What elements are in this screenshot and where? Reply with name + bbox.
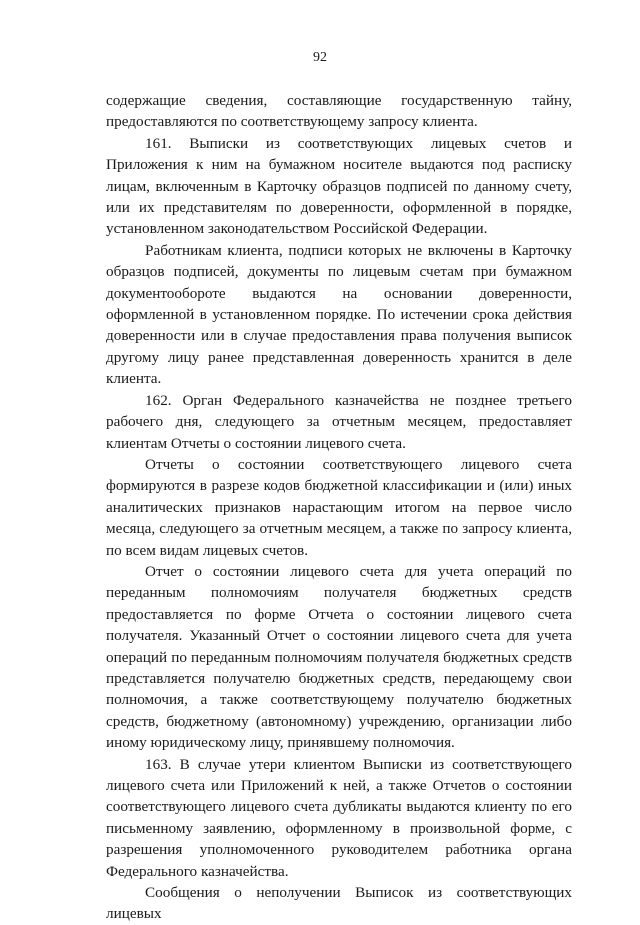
- paragraph-item-163: 163. В случае утери клиентом Выписки из соответствующего лицевого счета или Приложений к ней, а также Отчетов о состоянии соответствующего лицевого счета дубликаты выдаются клиенту по его письменному заявлению, оформленному в произвольной форме, с разрешения уполномоченного руководителем работника органа Федерального казначейства.: [106, 755, 572, 880]
- paragraph-continuation: содержащие сведения, составляющие государственную тайну, предоставляются по соответствующему запросу клиента.: [106, 92, 572, 131]
- paragraph-non-receipt-messages: Сообщения о неполучении Выписок из соответствующих лицевых: [106, 884, 572, 923]
- paragraph-report-transferred-powers: Отчет о состоянии лицевого счета для учета операций по переданным полномочиям получателя бюджетных средств предоставляется по форме Отчета о состоянии лицевого счета получателя. Указанный Отчет о состоянии лицевого счета для учета операций по переданным полномочиям получателя бюджетных средств представляется получателю бюджетных средств, передающему свои полномочия, а также соответствующему получателю бюджетных средств, бюджетному (автономному) учреждению, организации либо иному юридическому лицу, принявшему полномочия.: [106, 562, 572, 752]
- page-number: 92: [313, 50, 327, 65]
- paragraph-item-162: 162. Орган Федерального казначейства не позднее третьего рабочего дня, следующего за отчетным месяцем, предоставляет клиентам Отчеты о состоянии лицевого счета.: [106, 391, 572, 452]
- document-body: [106, 90, 572, 925]
- paragraph-item-161: 161. Выписки из соответствующих лицевых счетов и Приложения к ним на бумажном носителе выдаются под расписку лицам, включенным в Карточку образцов подписей по данному счету, или их представителям по доверенности, оформленной в порядке, установленном законодательством Российской Федерации.: [106, 134, 572, 238]
- paragraph-client-employees: Работникам клиента, подписи которых не включены в Карточку образцов подписей, документы по лицевым счетам при бумажном документообороте выдаются на основании доверенности, оформленной в установленном порядке. По истечении срока действия доверенности или в случае предоставления права получения выписок другому лицу ранее представленная доверенность хранится в деле клиента.: [106, 241, 572, 388]
- paragraph-reports-formation: Отчеты о состоянии соответствующего лицевого счета формируются в разрезе кодов бюджетной классификации и (или) иных аналитических признаков нарастающим итогом на первое число месяца, следующего за отчетным месяцем, а также по запросу клиента, по всем видам лицевых счетов.: [106, 455, 572, 559]
